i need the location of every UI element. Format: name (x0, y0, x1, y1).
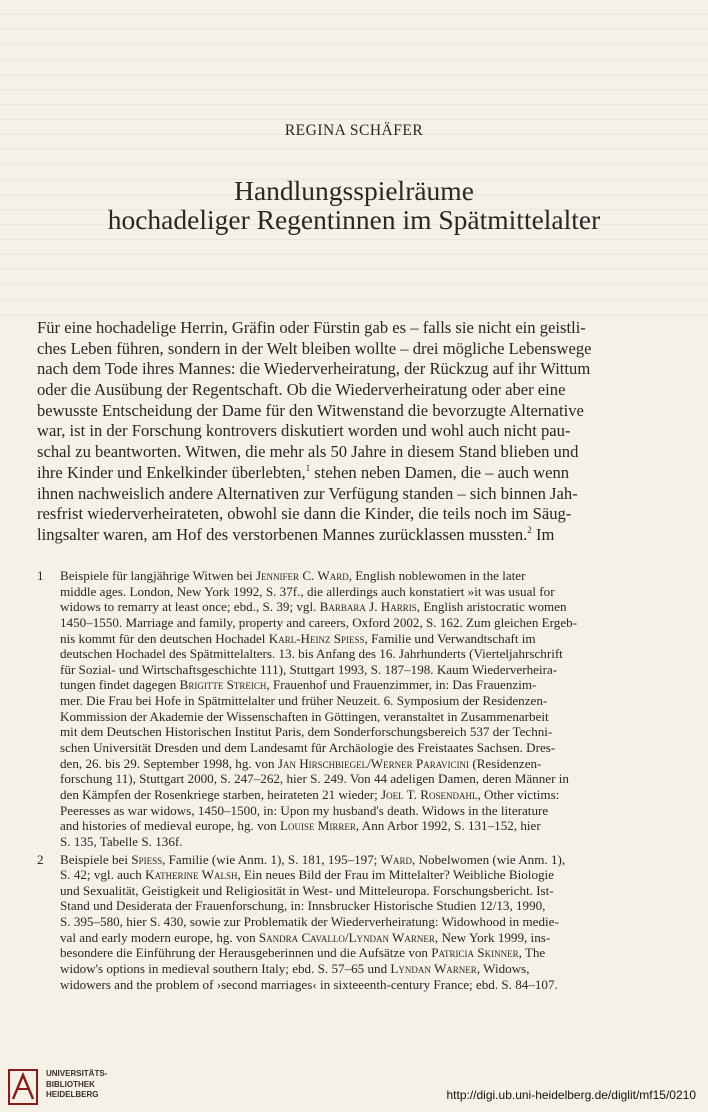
footnote-text: schen Universität Dresden und dem Landesamt für Archäologie des Freistaates Sachsen. Dres- (60, 740, 556, 756)
library-logo-text (46, 1069, 107, 1101)
footnote-text: S. 42; vgl. auch (60, 867, 146, 883)
footnote-line (60, 914, 673, 930)
body-line-text: Im (531, 524, 555, 544)
footnote-line (60, 709, 673, 725)
footnote-text: , Frauenhof und Frauenzimmer, in: Das Frauenzim- (266, 677, 537, 693)
footnote-text: , English noblewomen in the later (348, 568, 526, 583)
footnote-line (60, 662, 673, 678)
footnote-line (60, 599, 673, 615)
cited-author: Spiess (131, 851, 163, 867)
body-line: oder die Ausübung der Regentschaft. Ob die Wiederverheiratung oder aber eine (37, 380, 566, 400)
footnote-line (60, 852, 673, 868)
logo-line: BIBLIOTHEK (46, 1079, 95, 1089)
footnote-line (60, 771, 673, 787)
body-line: war, ist in der Forschung kontrovers diskutiert worden und wohl auch nicht pau- (37, 421, 571, 441)
body-paragraph (37, 318, 673, 546)
cited-author: Jennifer C. Ward (255, 568, 349, 583)
footnote-text: , Ann Arbor 1992, S. 131–152, hier (355, 818, 541, 834)
footnote-text: , The (518, 945, 546, 961)
footnote-text: widows to remarry at least once; ebd., S. 39; vgl. (60, 599, 320, 615)
footnote-line (60, 584, 673, 600)
footnote-line (60, 693, 673, 709)
body-line: ches Leben führen, sondern in der Welt bleiben wollte – drei mögliche Lebenswege (37, 338, 592, 358)
footnote-line (60, 834, 673, 850)
footnote-text: widow's options in medieval southern Italy; ebd. S. 57–65 und (60, 961, 391, 977)
logo-line: UNIVERSITÄTS- (46, 1069, 108, 1078)
footnote-line (60, 787, 673, 803)
footnote-line (60, 930, 673, 946)
footnote-text: besondere die Einführung der Herausgeberinnen und die Aufsätze von (60, 945, 432, 961)
footnote-line (60, 898, 673, 914)
footnote-text: tungen findet dagegen (60, 677, 180, 693)
body-line: ihnen nachweislich andere Alternativen zur Verfügung standen – sich binnen Jah- (37, 483, 578, 503)
footnote-text: and histories of medieval europe, hg. von (60, 818, 280, 834)
footnote-ref[interactable]: 1 (305, 462, 311, 473)
footnote-text: , Ein neues Bild der Frau im Mittelalter? Weibliche Biologie (237, 867, 554, 883)
title-line-1: Handlungsspielräume (234, 175, 474, 206)
footnote-text: , Familie (wie Anm. 1), S. 181, 195–197; (162, 851, 381, 867)
footnote-line (60, 945, 673, 961)
cited-author: Barbara J. Harris (319, 599, 417, 615)
footnote-text: für Sozial- und Wirtschaftsgeschichte 111), Stuttgart 1993, S. 187–198. Kaum Wiederverheira- (60, 661, 558, 677)
footnote-number: 2 (37, 851, 44, 867)
footnote-text: Kommission der Akademie der Wissenschaften in Göttingen, veranstaltet in Zusammenarbeit (60, 708, 549, 724)
logo-line: HEIDELBERG (46, 1090, 99, 1099)
footnote-text: und Sexualität, Geistigkeit und Religiosität in West- und Mitteleuropa. Forschungsbericht. Ist- (60, 882, 554, 898)
footnote-line (60, 803, 673, 819)
footnote-line (60, 568, 673, 584)
footnote-line (60, 724, 673, 740)
body-line: bewusste Entscheidung der Dame für den Witwenstand die bevorzugte Alternative (37, 400, 584, 420)
footnote-text: den Kämpfen der Rosenkriege starben, heirateten 21 wieder; (60, 786, 382, 802)
cited-author: Lyndan Warner (390, 961, 477, 977)
footnote-line (60, 615, 673, 631)
body-line-text: stehen neben Damen, die – auch wenn (310, 462, 570, 482)
footnote-text: , Nobelwomen (wie Anm. 1), (412, 851, 566, 867)
footnote-text: , Other victims: (477, 786, 560, 802)
cited-author: Sandra Cavallo/Lyndan Warner (258, 929, 435, 945)
cited-author: Ward (380, 851, 413, 867)
footnote-text: mer. Die Frau bei Hofe in Spätmittelalter und früher Neuzeit. 6. Symposium der Residenzen- (60, 693, 548, 709)
article-title (0, 176, 708, 234)
footnote-text: Beispiele bei (60, 851, 132, 867)
body-line-text: ihre Kinder und Enkelkinder überlebten, (37, 462, 306, 482)
footnote-text: mit dem Deutschen Historischen Institut Paris, dem Sonderforschungsbereich 537 der Techni- (60, 724, 553, 740)
footnote-line (60, 977, 673, 993)
footnote-text: middle ages. London, New York 1992, S. 37f., die allerdings auch konstatiert »it was usual for (60, 583, 555, 599)
footnote-line (60, 961, 673, 977)
footnote-ref[interactable]: 2 (527, 524, 532, 535)
show-through-texture (0, 0, 708, 320)
footnote-text: , English aristocratic women (416, 599, 567, 615)
footnote-line (60, 883, 673, 899)
library-logo-icon (8, 1069, 38, 1105)
body-line: Für eine hochadelige Herrin, Gräfin oder Fürstin gab es – falls sie nicht ein geistli- (37, 318, 586, 337)
footnote-text: S. 395–580, hier S. 430, sowie zur Problematik der Wiederverheiratung: Widowhood in medie- (60, 914, 559, 930)
cited-author: Karl-Heinz Spiess (268, 630, 365, 646)
cited-author: Katherine Walsh (145, 867, 238, 883)
cited-author: Brigitte Streich (179, 677, 267, 693)
cited-author: Louise Mirrer (280, 818, 356, 834)
footnote-text: S. 135, Tabelle S. 136f. (60, 833, 183, 849)
footnote-text: Beispiele für langjährige Witwen bei (60, 568, 256, 583)
footnote-text: Peeresses as war widows, 1450–1500, in: Upon my husband's death. Widows in the literature (60, 802, 549, 818)
footnote-text: , Widows, (476, 961, 530, 977)
footnote-line (60, 677, 673, 693)
footnote-number: 1 (37, 568, 44, 583)
body-line: nach dem Tode ihres Mannes: die Wiederverheiratung, der Rückzug auf ihr Wittum (37, 359, 591, 379)
source-url[interactable]: http://digi.ub.uni-heidelberg.de/diglit/mf15/0210 (446, 1088, 696, 1102)
body-line (37, 463, 673, 484)
footnote-line (60, 818, 673, 834)
footnote-text: , New York 1999, ins- (434, 929, 551, 945)
footnote-text: den, 26. bis 29. September 1998, hg. von (60, 755, 278, 771)
footnotes (37, 568, 673, 994)
library-logo[interactable] (6, 1065, 126, 1109)
body-line-text: lingsalter waren, am Hof des verstorbenen Mannes zurücklassen mussten. (37, 524, 528, 544)
footnote-text: , Familie und Verwandtschaft im (364, 630, 536, 646)
body-line: schal zu beantworten. Witwen, die mehr als 50 Jahre in diesem Stand blieben und (37, 442, 579, 462)
footnote-text: forschung 11), Stuttgart 2000, S. 247–262, hier S. 249. Von 44 adeligen Damen, deren Männer in (60, 771, 569, 787)
cited-author: Joel T. Rosendahl (381, 786, 478, 802)
footnote-text: nis kommt für den deutschen Hochadel (60, 630, 269, 646)
body-line (37, 525, 673, 546)
footnote-text: 1450–1550. Marriage and family, property and careers, Oxford 2002, S. 162. Zum gleichen Ergeb- (60, 614, 578, 630)
footnote-text: widowers and the problem of ›second marriages‹ in sixteeenth-century France; ebd. S. 84–107. (60, 976, 558, 992)
footnote-text: Stand und Desiderata der Frauenforschung, in: Innsbrucker Historische Studien 12/13, 1990, (60, 898, 546, 914)
footnote-line (60, 646, 673, 662)
cited-author: Patricia Skinner (431, 945, 519, 961)
footnote-line (60, 867, 673, 883)
footnote-1 (37, 568, 673, 850)
footnote-2 (37, 852, 673, 993)
footnote-text: deutschen Hochadel des Spätmittelalters. 13. bis Anfang des 16. Jahrhunderts (Vierteljahrschrift (60, 646, 563, 662)
footnote-text: (Residenzen- (469, 755, 542, 771)
footnote-line (60, 631, 673, 647)
cited-author: Jan Hirschbiegel/Werner Paravicini (277, 755, 470, 771)
footnote-line (60, 756, 673, 772)
title-line-2: hochadeliger Regentinnen im Spätmittelalter (107, 204, 601, 235)
footnote-line (60, 740, 673, 756)
body-line: resfrist wiederverheirateten, obwohl sie dann die Kinder, die teils noch im Säug- (37, 504, 572, 524)
footnote-text: val and early modern europe, hg. von (60, 929, 259, 945)
author-name: REGINA SCHÄFER (284, 122, 424, 139)
